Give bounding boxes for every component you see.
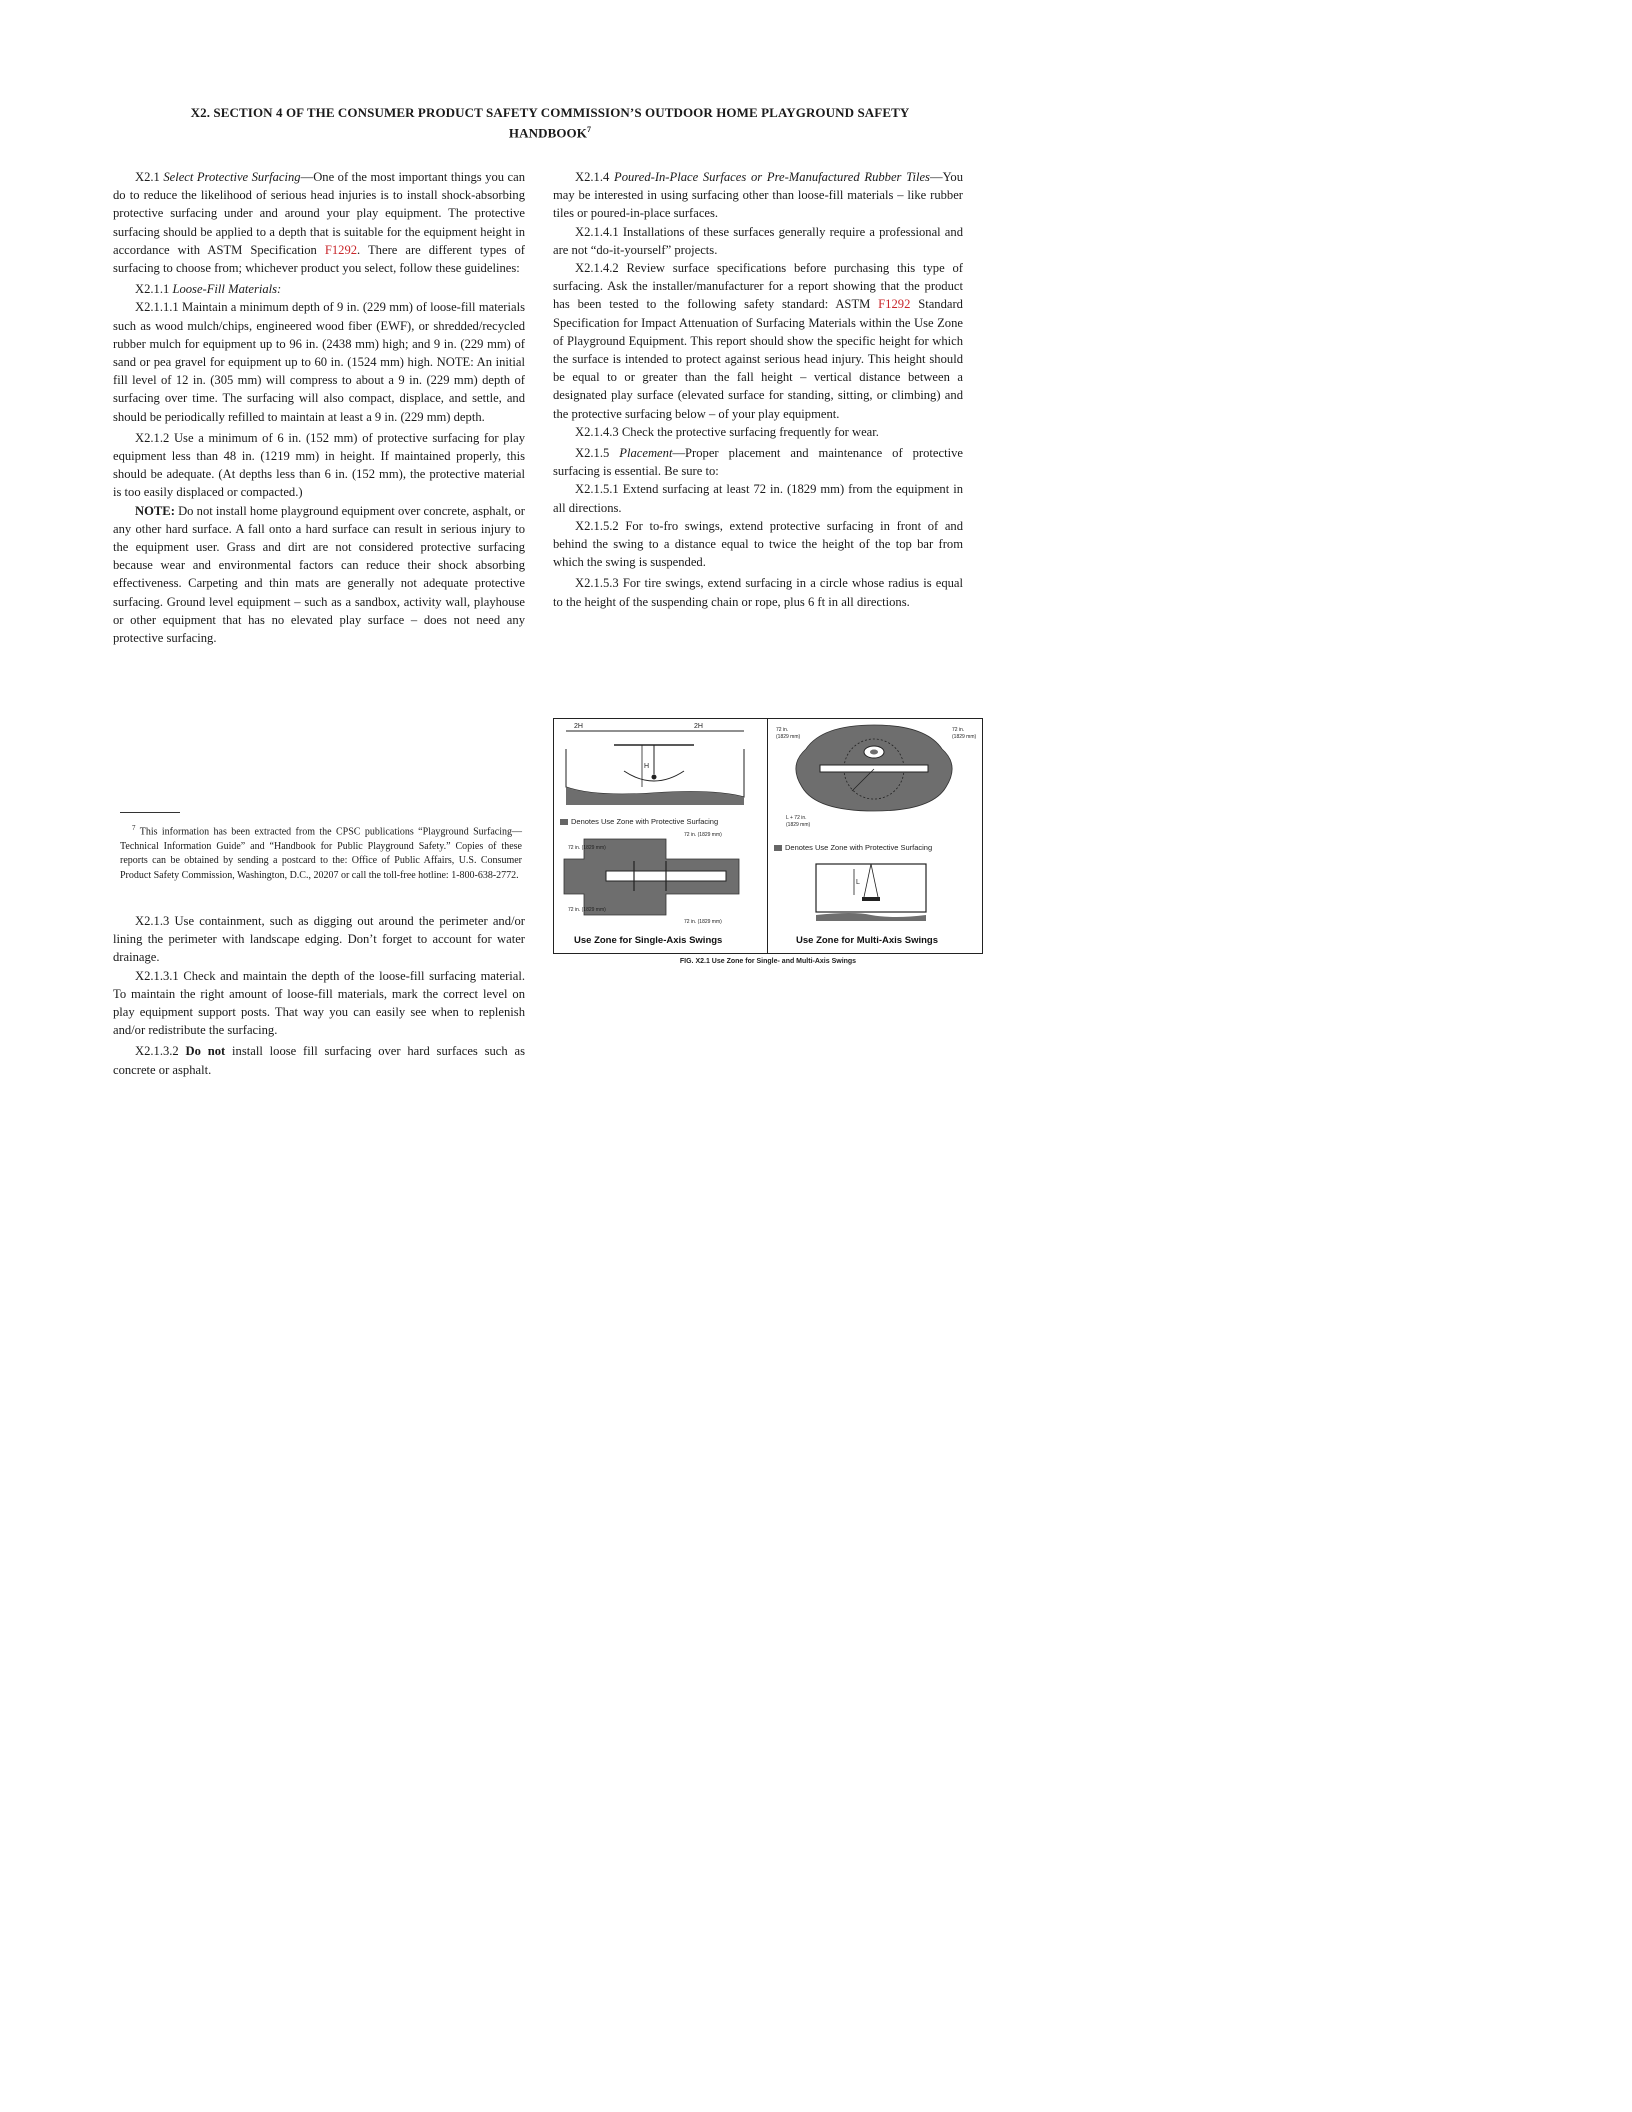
title-footnote-mark: 7 [586,125,592,134]
title-line-1: X2. SECTION 4 OF THE CONSUMER PRODUCT SAFETY COMMISSION’S OUTDOOR HOME PLAYGROUND SAFETY [190,105,910,120]
side-view-fill [566,787,744,805]
paragraph-x2-1-4 [553,168,963,223]
tire-chain-right [871,864,878,897]
para-text: —You may be interested in using surfacing other than loose-fill materials – like rubber tiles or poured-in-place surfaces. [553,170,963,221]
dim-tire-center-mm: (1829 mm) [786,822,811,828]
paragraph-x2-1-3-2 [113,1042,525,1078]
title-line-2: HANDBOOK [508,125,587,141]
right-legend [774,843,932,852]
para-text: Standard Specification for Impact Attenuation of Surfacing Materials within the Use Zone of Playground Equipment. This report should show the specific height for which the surface is intended to protect against serious head injury. This height should be equal to or greater than the fall height – vertical distance between a designated play surface (elevated surface for standing, sitting, or climbing) and the protective surfacing below – of your play equipment. [553,297,963,421]
legend-swatch [774,845,782,851]
single-axis-side-view [566,731,744,805]
para-heading: Placement [619,446,673,461]
paragraph-x2-1-4-2 [553,259,963,423]
paragraph-x2-1-1-1: X2.1.1.1 Maintain a minimum depth of 9 in. (229 mm) of loose-fill materials such as wood mulch/chips, engineered wood fiber (EWF), or shredded/recycled rubber mulch for equipment up to 96 in. (2438 mm) high; and 9 in. (229 mm) of sand or pea gravel for equipment up to 60 in. (1524 mm) high. NOTE: An initial fill level of 12 in. (305 mm) will compress to about a 9 in. (229 mm) depth of surfacing over time. The surfacing will also compact, displace, and settle, and should be periodically refilled to maintain at least a 9 in. (229 mm) depth. [113,300,525,424]
paragraph-x2-1 [113,168,525,277]
dim-tire-top-left-mm: (1829 mm) [776,734,801,740]
tire-seat [862,897,880,901]
dim-h: H [644,763,650,770]
figure-caption: FIG. X2.1 Use Zone for Single- and Multi-Axis Swings [679,958,857,965]
footnote [120,821,522,883]
dim-l: L [856,879,860,886]
note-label: NOTE: [135,503,175,518]
para-text: . There are different types of surfacing to choose from; whichever product you select, follow these guidelines: [113,242,526,276]
para-text: Do not install home playground equipment over concrete, asphalt, or any other hard surface. A fall onto a hard surface can result in serious injury to the equipment user. Grass and dirt are not considered protective surfacing because wear and environmental factors can reduce their shock absorbing effectiveness. Carpeting and thin mats are generally not adequate protective surfacing. Ground level equipment – such as a sandbox, activity wall, playhouse or other equipment that has no elevated play surface – does not need any protective surfacing. [113,503,525,646]
paragraph-x2-1-4-1: X2.1.4.1 Installations of these surfaces generally require a professional and are not “do-it-yourself” projects. [553,224,963,257]
dim-2h-left: 2H [574,723,583,730]
multi-axis-plan-view [796,725,952,811]
paragraph-x2-1-3-1: X2.1.3.1 Check and maintain the depth of the loose-fill surfacing material. To maintain the right amount of loose-fill materials, mark the correct level on play equipment support posts. That way you can easily see when to replenish and/or redistribute the surfacing. [113,968,525,1038]
dim-tire-top-left: 72 in. [776,727,789,733]
footnote-mark: 7 [132,824,136,832]
right-column [553,168,963,611]
dim-tire-top-right-mm: (1829 mm) [952,734,977,740]
footnote-text: This information has been extracted from the CPSC publications “Playground Surfacing—Technical Information Guide” and “Handbook for Public Playground Safety.” Copies of these reports can be obtained by sending a postcard to the: Office of Public Affairs, U.S. Consumer Product Safety Commission, Washington, D.C., 20207 or call the toll-free hotline: 1-800-638-2772. [120,826,522,881]
single-axis-label: Use Zone for Single-Axis Swings [574,935,723,946]
tire-chain-left [864,864,871,897]
tire-swing-frame [816,864,926,912]
paragraph-x2-1-4-3: X2.1.4.3 Check the protective surfacing frequently for wear. [575,424,879,439]
para-heading: Poured-In-Place Surfaces or Pre-Manufactured Rubber Tiles [614,170,930,184]
para-number: X2.1.1 [135,282,170,297]
multi-axis-side-view [816,864,926,921]
para-text: X2.1.4.2 Review surface specifications before purchasing this type of surfacing. Ask the installer/manufacturer for a report showing that the product has been tested to the following safety standard: ASTM [553,261,963,312]
dim-2h-right: 2H [694,723,703,730]
paragraph-x2-1-3: X2.1.3 Use containment, such as digging out around the perimeter and/or lining the perimeter with landscape edging. Don’t forget to account for water drainage. [113,914,525,965]
dim-left-bottom: 72 in. (1829 mm) [568,907,606,913]
bold-text: Do not [185,1044,226,1059]
paragraph-note [113,502,525,648]
paragraph-x2-1-5-2: X2.1.5.2 For to-fro swings, extend protective surfacing in front of and behind the swing to a distance equal to twice the height of the top bar from which the swing is suspended. [553,518,963,570]
legend-text: Denotes Use Zone with Protective Surfacing [785,843,933,852]
seat-marker [652,775,657,780]
paragraph-x2-1-5-1: X2.1.5.1 Extend surfacing at least 72 in. (1829 mm) from the equipment in all directions. [553,482,963,515]
paragraph-x2-1-5 [553,444,963,480]
legend-text: Denotes Use Zone with Protective Surfacing [571,817,719,826]
para-text: install loose fill surfacing over hard surfaces such as concrete or asphalt. [113,1044,525,1077]
astm-f1292-link[interactable]: F1292 [878,297,911,312]
dim-top-right: 72 in. (1829 mm) [684,832,722,838]
para-number: X2.1.5 [575,446,610,461]
astm-f1292-link[interactable]: F1292 [324,242,358,257]
para-heading: Select Protective Surfacing [163,170,301,184]
dim-tire-center: L + 72 in. [786,815,807,821]
para-number: X2.1 [135,170,160,184]
section-title [100,104,1000,141]
left-column-lower [113,912,525,1079]
tire-frame [820,765,928,772]
figure-use-zone [553,718,983,954]
left-column [113,168,525,647]
legend-swatch [560,819,568,825]
para-number: X2.1.3.2 [135,1044,186,1059]
dim-bottom-right: 72 in. (1829 mm) [684,919,722,925]
paragraph-x2-1-5-3: X2.1.5.3 For tire swings, extend surfacing in a circle whose radius is equal to the height of the suspending chain or rope, plus 6 ft in all directions. [553,576,963,609]
dim-tire-top-right: 72 in. [952,727,965,733]
figure-drawing [554,719,984,955]
para-number: X2.1.4 [575,170,610,184]
left-legend [560,817,718,826]
dim-left-top: 72 in. (1829 mm) [568,845,606,851]
tire-side-surface [816,913,926,921]
footnote-rule [120,812,180,813]
multi-axis-label: Use Zone for Multi-Axis Swings [796,935,938,946]
paragraph-x2-1-2: X2.1.2 Use a minimum of 6 in. (152 mm) of protective surfacing for play equipment less than 48 in. (1219 mm) in height. If maintained properly, this should be adequate. (At depths less than 6 in. (152 mm), the protective material is too easily displaced or compacted.) [113,430,525,500]
side-view-surface [566,749,744,797]
para-text: —One of the most important things you can do to reduce the likelihood of serious head injuries is to install shock-absorbing protective surfacing under and around your play equipment. The protective surfacing should be applied to a depth that is suitable for the equipment height in accordance with ASTM Specification [113,170,525,257]
para-heading: Loose-Fill Materials: [172,282,282,297]
tire-hole [870,750,878,755]
paragraph-x2-1-1 [113,280,525,298]
para-text: —Proper placement and maintenance of protective surfacing is essential. Be sure to: [553,446,963,479]
